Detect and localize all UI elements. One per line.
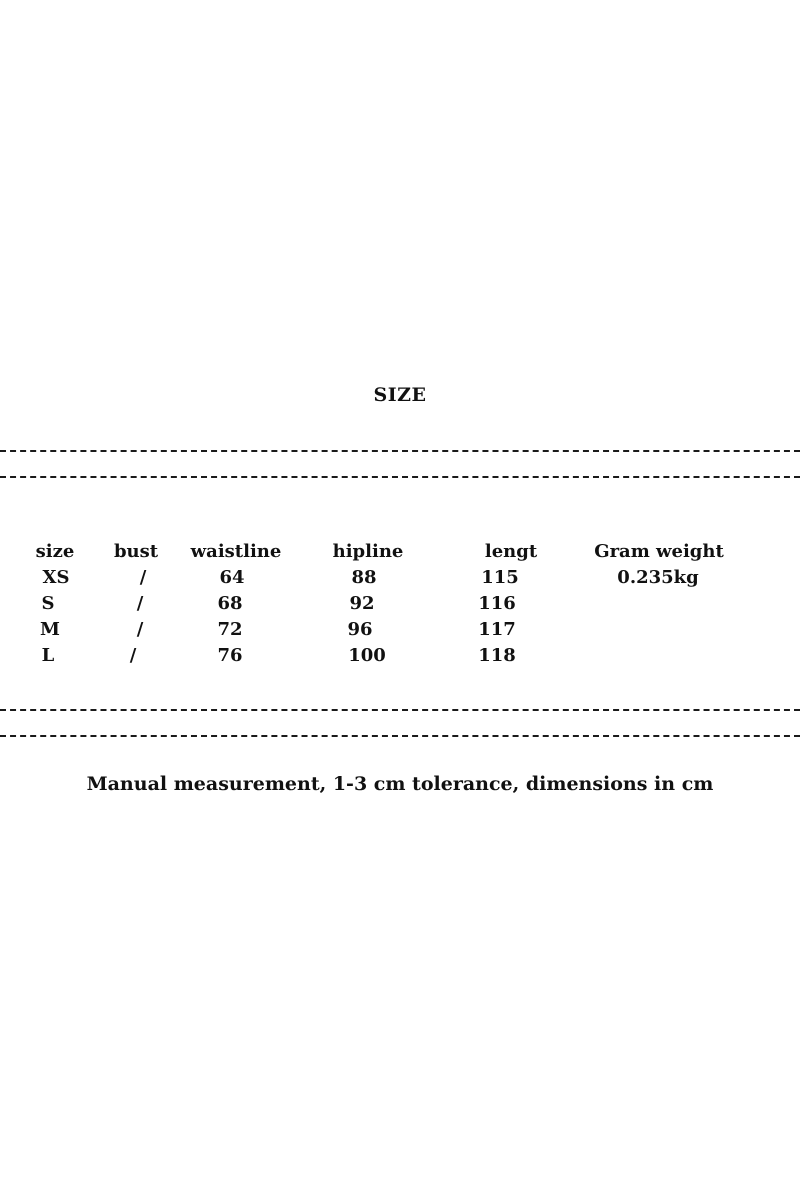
cell-size: L [41,645,55,666]
dashed-divider-bottom-2 [0,735,800,737]
header-size: size [35,541,75,562]
size-chart-title: SIZE [373,384,427,406]
measurement-footnote: Manual measurement, 1-3 cm tolerance, dimensions in cm [86,773,714,795]
cell-waistline: 72 [217,619,243,640]
cell-bust: / [136,619,144,640]
cell-length: 115 [481,567,519,588]
cell-waistline: 64 [219,567,245,588]
cell-hipline: 88 [351,567,377,588]
cell-length: 117 [478,619,516,640]
cell-bust: / [129,645,137,666]
cell-waistline: 68 [217,593,243,614]
header-hipline: hipline [332,541,404,562]
dashed-divider-bottom-1 [0,709,800,711]
cell-hipline: 100 [348,645,386,666]
cell-size: S [41,593,55,614]
cell-length: 118 [478,645,516,666]
header-waistline: waistline [190,541,282,562]
dashed-divider-top-1 [0,450,800,452]
header-length: lengt [484,541,538,562]
cell-waistline: 76 [217,645,243,666]
cell-size: XS [42,567,70,588]
header-gram-weight: Gram weight [594,541,724,562]
cell-length: 116 [478,593,516,614]
cell-hipline: 92 [349,593,375,614]
cell-hipline: 96 [347,619,373,640]
cell-bust: / [136,593,144,614]
header-bust: bust [113,541,159,562]
dashed-divider-top-2 [0,476,800,478]
cell-size: M [40,619,60,640]
faded-text-remnant [150,748,620,766]
cell-gram-weight: 0.235kg [617,567,699,588]
cell-bust: / [139,567,147,588]
